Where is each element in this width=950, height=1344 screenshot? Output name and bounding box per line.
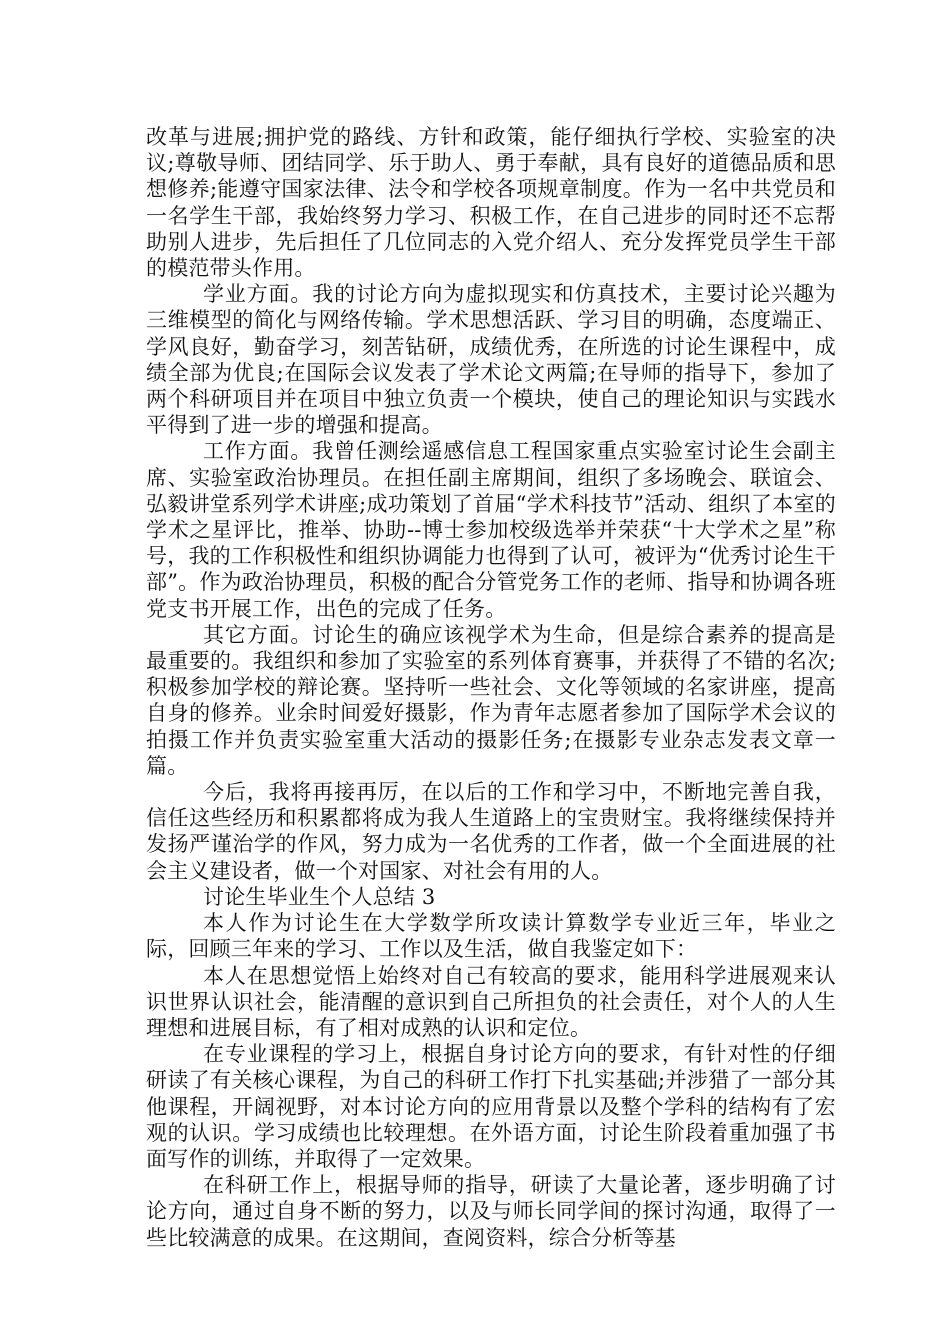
paragraph-intro: 本人作为讨论生在大学数学所攻读计算数学专业近三年，毕业之际，回顾三年来的学习、工作以及生活，做自我鉴定如下： [146,911,836,962]
paragraph-research: 在科研工作上，根据导师的指导，研读了大量论著，逐步明确了讨论方向，通过自身不断的努力，以及与师长同学间的探讨沟通，取得了一些比较满意的成果。在这期间，查阅资料，综合分析等基 [146,1173,836,1250]
paragraph-work: 工作方面。我曾任测绘遥感信息工程国家重点实验室讨论生会副主席、实验室政治协理员。在担任副主席期间，组织了多场晚会、联谊会、弘毅讲堂系列学术讲座;成功策划了首届“学术科技节”活动、组织了本室的学术之星评比，推举、协助--博士参加校级选举并荣获“十大学术之星”称号，我的工作积极性和组织协调能力也得到了认可，被评为“优秀讨论生干部”。作为政治协理员，积极的配合分管党务工作的老师、指导和协调各班党支书开展工作，出色的完成了任务。 [146,439,836,621]
paragraph-other: 其它方面。讨论生的确应该视学术为生命，但是综合素养的提高是最重要的。我组织和参加了实验室的系列体育赛事，并获得了不错的名次;积极参加学校的辩论赛。坚持听一些社会、文化等领域的名家讲座，提高自身的修养。业余时间爱好摄影，作为青年志愿者参加了国际学术会议的拍摄工作并负责实验室重大活动的摄影任务;在摄影专业杂志发表文章一篇。 [146,622,836,778]
section-heading: 讨论生毕业生个人总结 3 [203,884,436,909]
paragraph-thought: 本人在思想觉悟上始终对自己有较高的要求，能用科学进展观来认识世界认识社会，能清醒的意识到自己所担负的社会责任，对个人的人生理想和进展目标，有了相对成熟的认识和定位。 [146,963,836,1040]
paragraph-political: 改革与进展;拥护党的路线、方针和政策，能仔细执行学校、实验室的决议;尊敬导师、团结同学、乐于助人、勇于奉献，具有良好的道德品质和思想修养;能遵守国家法律、法令和学校各项规章制度。作为一名中共党员和一名学生干部，我始终努力学习、积极工作，在自己进步的同时还不忘帮助别人进步，先后担任了几位同志的入党介绍人、充分发挥党员学生干部的模范带头作用。 [146,125,836,281]
paragraph-academic: 学业方面。我的讨论方向为虚拟现实和仿真技术，主要讨论兴趣为三维模型的简化与网络传输。学术思想活跃、学习目的明确，态度端正、学风良好，勤奋学习，刻苦钻研，成绩优秀，在所选的讨论生课程中，成绩全部为优良;在国际会议发表了学术论文两篇;在导师的指导下，参加了两个科研项目并在项目中独立负责一个模块，使自己的理论知识与实践水平得到了进一步的增强和提高。 [146,282,836,438]
document-body [146,124,836,1251]
paragraph-future: 今后，我将再接再厉，在以后的工作和学习中，不断地完善自我，信任这些经历和积累都将成为我人生道路上的宝贵财宝。我将继续保持并发扬严谨治学的作风，努力成为一名优秀的工作者，做一个全面进展的社会主义建设者，做一个对国家、对社会有用的人。 [146,780,836,883]
paragraph-courses: 在专业课程的学习上，根据自身讨论方向的要求，有针对性的仔细研读了有关核心课程，为自己的科研工作打下扎实基础;并涉猎了一部分其他课程，开阔视野，对本讨论方向的应用背景以及整个学科的结构有了宏观的认识。学习成绩也比较理想。在外语方面，讨论生阶段着重加强了书面写作的训练，并取得了一定效果。 [146,1042,836,1171]
